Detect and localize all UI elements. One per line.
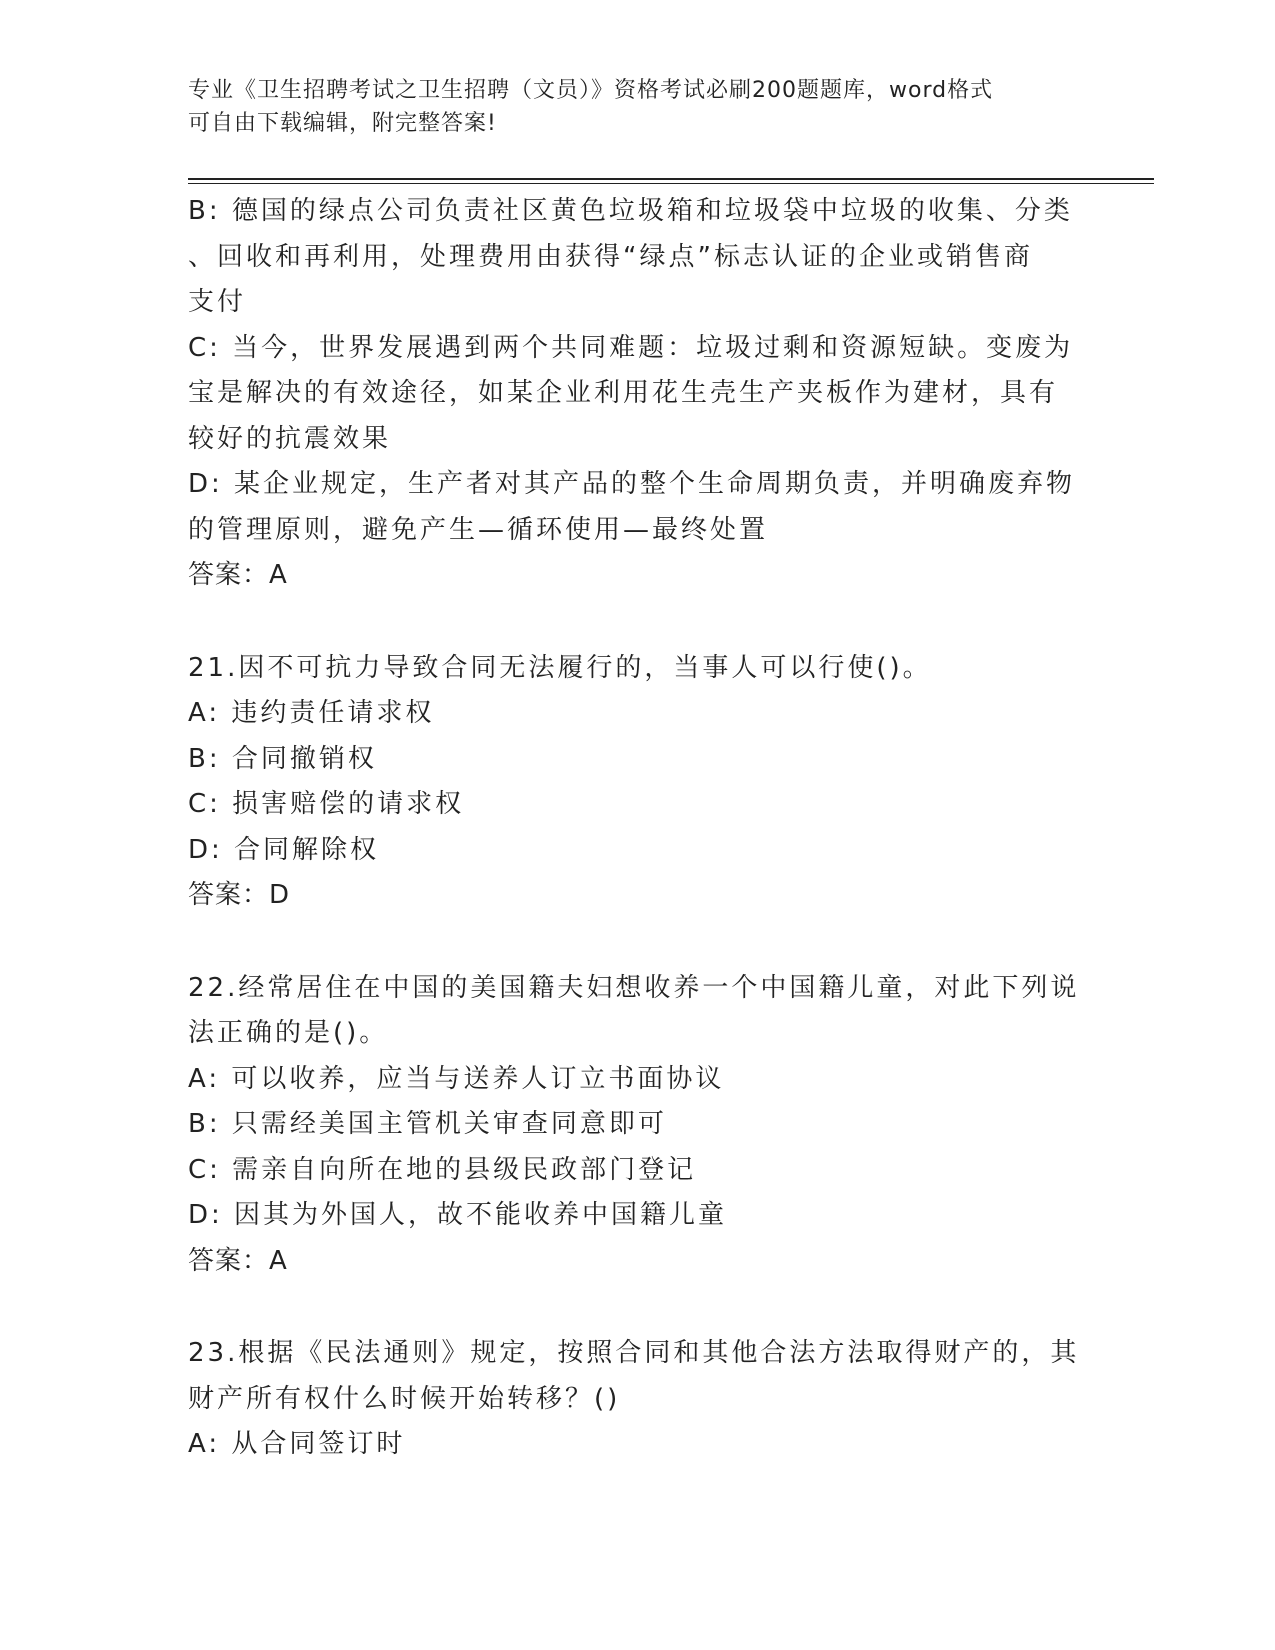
option-c-line-1: C: 当今，世界发展遇到两个共同难题：垃圾过剩和资源短缺。变废为 (188, 332, 1074, 363)
question-stem: 21.因不可抗力导致合同无法履行的，当事人可以行使()。 (188, 652, 932, 683)
spacer (188, 599, 1088, 646)
header-divider-thin (188, 183, 1154, 184)
header-title-line-2: 可自由下载编辑，附完整答案! (188, 111, 497, 136)
answer-label: 答案：D (188, 880, 291, 910)
option-a: A: 违约责任请求权 (188, 698, 435, 728)
document-header (188, 74, 1088, 140)
option-c-line-2: 宝是解决的有效途径，如某企业利用花生壳生产夹板作为建材，具有 (188, 378, 1059, 408)
option-d-line-1: D: 某企业规定，生产者对其产品的整个生命周期负责，并明确废弃物 (188, 469, 1076, 499)
question-21 (188, 646, 1088, 919)
spacer (188, 1284, 1088, 1331)
answer-label: 答案：A (188, 1245, 288, 1276)
option-b: B: 只需经美国主管机关审查同意即可 (188, 1109, 667, 1139)
question-stem-line-1: 22.经常居住在中国的美国籍夫妇想收养一个中国籍儿童，对此下列说 (188, 972, 1080, 1003)
option-b-line-3: 支付 (188, 287, 247, 317)
question-20-continued (188, 189, 1088, 599)
option-c: C: 损害赔偿的请求权 (188, 789, 465, 819)
option-c: C: 需亲自向所在地的县级民政部门登记 (188, 1154, 697, 1185)
option-b: B: 合同撤销权 (188, 743, 377, 774)
header-divider-thick (188, 178, 1154, 180)
answer-label: 答案：A (188, 560, 288, 590)
question-list (188, 189, 1088, 1468)
header-title-line-1: 专业《卫生招聘考试之卫生招聘（文员）》资格考试必刷200题题库，word格式 (188, 78, 994, 103)
option-d-line-2: 的管理原则，避免产生—循环使用—最终处置 (188, 514, 769, 545)
option-d: D: 因其为外国人，故不能收养中国籍儿童 (188, 1200, 728, 1230)
option-b-line-2: 、回收和再利用，处理费用由获得“绿点”标志认证的企业或销售商 (188, 241, 1033, 272)
spacer (188, 919, 1088, 966)
question-22 (188, 966, 1088, 1285)
option-b-line-1: B: 德国的绿点公司负责社区黄色垃圾箱和垃圾袋中垃圾的收集、分类 (188, 196, 1073, 226)
question-stem-line-2: 法正确的是()。 (188, 1018, 389, 1048)
question-23 (188, 1331, 1088, 1468)
option-c-line-3: 较好的抗震效果 (188, 423, 392, 454)
question-stem-line-1: 23.根据《民法通则》规定，按照合同和其他合法方法取得财产的，其 (188, 1338, 1080, 1368)
option-d: D: 合同解除权 (188, 834, 380, 865)
option-a: A: 从合同签订时 (188, 1429, 406, 1459)
option-a: A: 可以收养，应当与送养人订立书面协议 (188, 1063, 725, 1094)
question-stem-line-2: 财产所有权什么时候开始转移？() (188, 1383, 621, 1414)
